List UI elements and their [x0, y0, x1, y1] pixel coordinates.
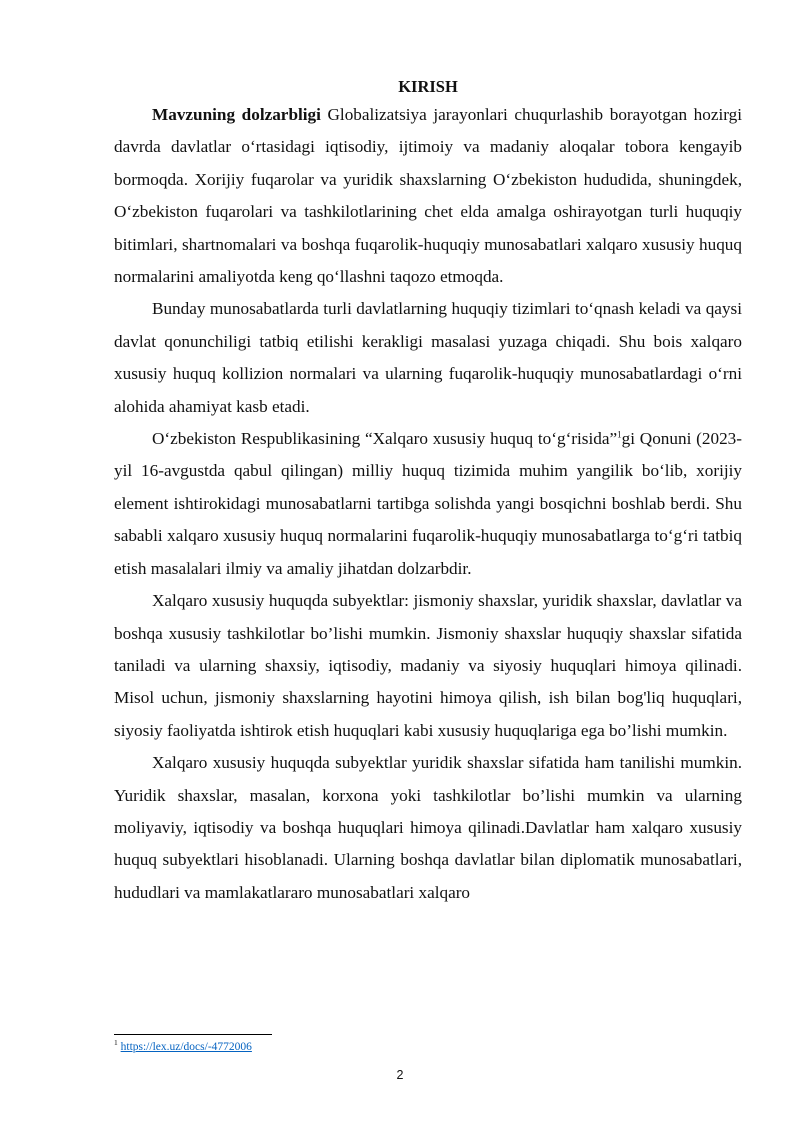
page-number: 2	[396, 1068, 404, 1082]
document-body	[114, 76, 742, 909]
paragraph-subjects-individuals: Xalqaro xususiy huquqda subyektlar: jismoniy shaxslar, yuridik shaxslar, davlatlar va boshqa xususiy tashkilotlar bo’lishi mumkin. Jismoniy shaxslar huquqiy shaxslar sifatida taniladi va ularning shaxsiy, iqtisodiy, madaniy va siyosiy huquqlari himoya qilinadi. Misol uchun, jismoniy shaxslarning hayotini himoya qilish, ish bilan bog'liq huquqlari, siyosiy faoliyatda ishtirok etish huquqlari kabi xususiy huquqlariga ega bo’lishi mumkin.	[114, 591, 742, 740]
paragraph-relevance	[114, 99, 742, 293]
paragraph-bold-lead: Mavzuning dolzarbligi	[152, 105, 321, 124]
paragraph-subjects-legal-entities: Xalqaro xususiy huquqda subyektlar yuridik shaxslar sifatida ham tanilishi mumkin. Yuridik shaxslar, masalan, korxona yoki tashkilotlar bo’lishi mumkin va ularning moliyaviy, iqtisodiy va boshqa huquqlari himoya qilinadi.Davlatlar ham xalqaro xususiy huquq subyektlari hisoblanadi. Ularning boshqa davlatlar bilan diplomatik munosabatlari, hududlari va mamlakatlararo munosabatlari xalqaro	[114, 753, 742, 902]
footnote	[114, 1040, 252, 1054]
footnote-separator	[114, 1034, 272, 1035]
page-title: KIRISH	[398, 77, 458, 96]
footnote-link[interactable]: https://lex.uz/docs/-4772006	[120, 1041, 252, 1053]
paragraph-legal-systems: Bunday munosabatlarda turli davlatlarning huquqiy tizimlari to‘qnash keladi va qaysi davlat qonunchiligi tatbiq etilishi kerakligi masalasi yuzaga chiqadi. Shu bois xalqaro xususiy huquq kollizion normalari va ularning fuqarolik-huquqiy munosabatlardagi o‘rni alohida ahamiyat kasb etadi.	[114, 299, 742, 416]
paragraph-law-reference	[114, 423, 742, 585]
footnote-reference[interactable]: 1	[617, 429, 622, 440]
footnote-marker: 1	[114, 1038, 118, 1048]
paragraph-text: O‘zbekiston Respublikasining “Xalqaro xususiy huquq to‘g‘risida”	[152, 429, 618, 449]
paragraph-text: gi Qonuni (2023-yil 16-avgustda qabul qilingan) milliy huquq tizimida muhim yangilik bo‘lib, xorijiy element ishtirokidagi munosabatlarni tartibga solishda yangi bosqichni boshlab berdi. Shu sababli xalqaro xususiy huquq normalarini fuqarolik-huquqiy munosabatlarga to‘g‘ri tatbiq etish masalalari ilmiy va amaliy jihatdan dolzarbdir.	[114, 429, 742, 578]
paragraph-text: Globalizatsiya jarayonlari chuqurlashib borayotgan hozirgi davrda davlatlar o‘rtasidagi iqtisodiy, ijtimoiy va madaniy aloqalar tobora kengayib bormoqda. Xorijiy fuqarolar va yuridik shaxslarning O‘zbekiston hududida, shuningdek, O‘zbekiston fuqarolari va tashkilotlarining chet elda amalga oshirayotgan turli huquqiy bitimlari, shartnomalari va boshqa fuqarolik-huquqiy munosabatlari xalqaro xususiy huquq normalarini amaliyotda keng qo‘llashni taqozo etmoqda.	[114, 105, 742, 287]
